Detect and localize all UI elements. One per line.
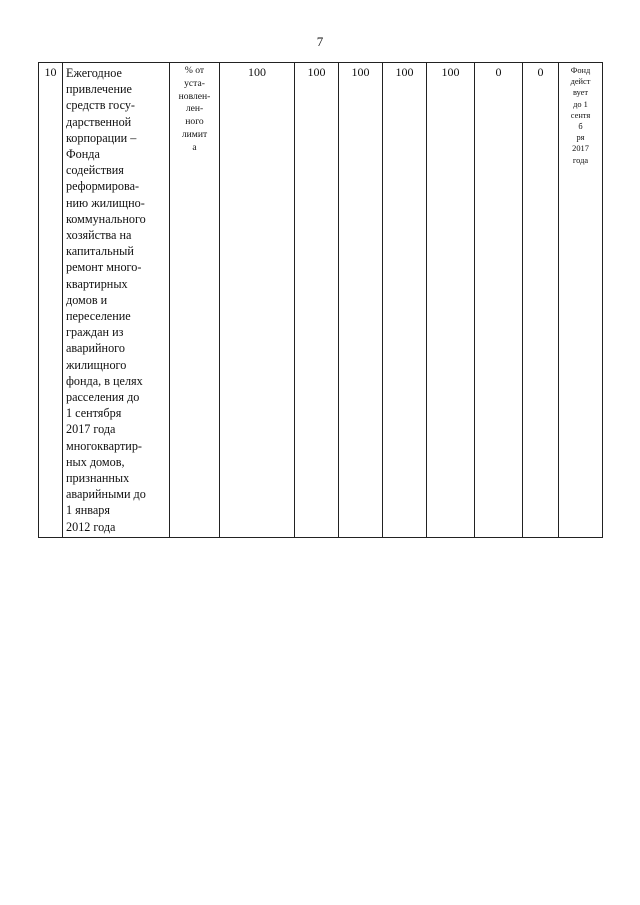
note-line: сентя [570,110,591,120]
note-line: дейст [570,77,591,87]
value-cell: 100 [220,63,295,538]
note-line: б [578,122,583,132]
value-cell: 100 [427,63,475,538]
indicator-line: аварийного [66,341,125,356]
note-line: Фонд [570,66,591,75]
indicator-line: домов и [66,292,108,307]
indicator-line: Фонда [66,147,100,162]
indicator-line: ремонт много- [66,260,142,275]
indicator-line: 2017 года [66,422,116,437]
unit-cell [170,63,220,538]
unit-line: новлен- [178,90,211,102]
indicator-line: Ежегодное [66,66,122,80]
indicator-line: квартирных [66,276,128,291]
indicator-line: переселение [66,309,131,324]
indicator-line: корпорации – [66,130,137,145]
note-line: ря [576,133,585,143]
value-cell: 100 [295,63,339,538]
indicator-line: многоквартир- [66,438,142,453]
unit-line: лимит [181,128,208,140]
indicator-line: граждан из [66,325,124,340]
unit-line: ного [185,116,204,128]
note-line: вует [572,88,589,98]
note-line: года [572,155,589,165]
indicator-line: ных домов, [66,454,125,469]
value-cell: 100 [339,63,383,538]
indicator-line: аварийными до [66,487,146,502]
indicator-line: средств госу- [66,98,135,113]
indicator-line: капитальный [66,244,134,259]
value-cell: 0 [523,63,559,538]
unit-line: уста- [184,77,205,89]
indicator-line: хозяйства на [66,228,132,243]
unit-line: лен- [185,103,204,115]
indicator-line: реформирова- [66,179,140,194]
indicator-line: коммунального [66,211,146,226]
note-line: 2017 [572,144,589,154]
indicator-line: фонда, в целях [66,373,143,388]
note-cell [559,63,603,538]
indicator-line: расселения до [66,390,140,405]
indicator-line: дарственной [66,114,132,129]
indicator-line: 1 сентября [66,406,122,421]
table-row [39,63,603,538]
page-number: 7 [316,34,324,49]
unit-line: % от [184,65,205,76]
indicator-line: признанных [66,471,130,486]
indicator-line: 1 января [66,503,110,518]
note-line: до 1 [573,99,588,109]
indicator-table [38,62,603,538]
value-cell: 0 [475,63,523,538]
indicator-line: привлечение [66,82,132,97]
indicator-line: содействия [66,163,124,178]
row-number-cell: 10 [39,63,63,538]
unit-line: а [192,141,197,153]
indicator-line: 2012 года [66,519,116,534]
indicator-name-cell [63,63,170,538]
value-cell: 100 [383,63,427,538]
indicator-line: нию жилищно- [66,195,145,210]
indicator-line: жилищного [66,357,127,372]
